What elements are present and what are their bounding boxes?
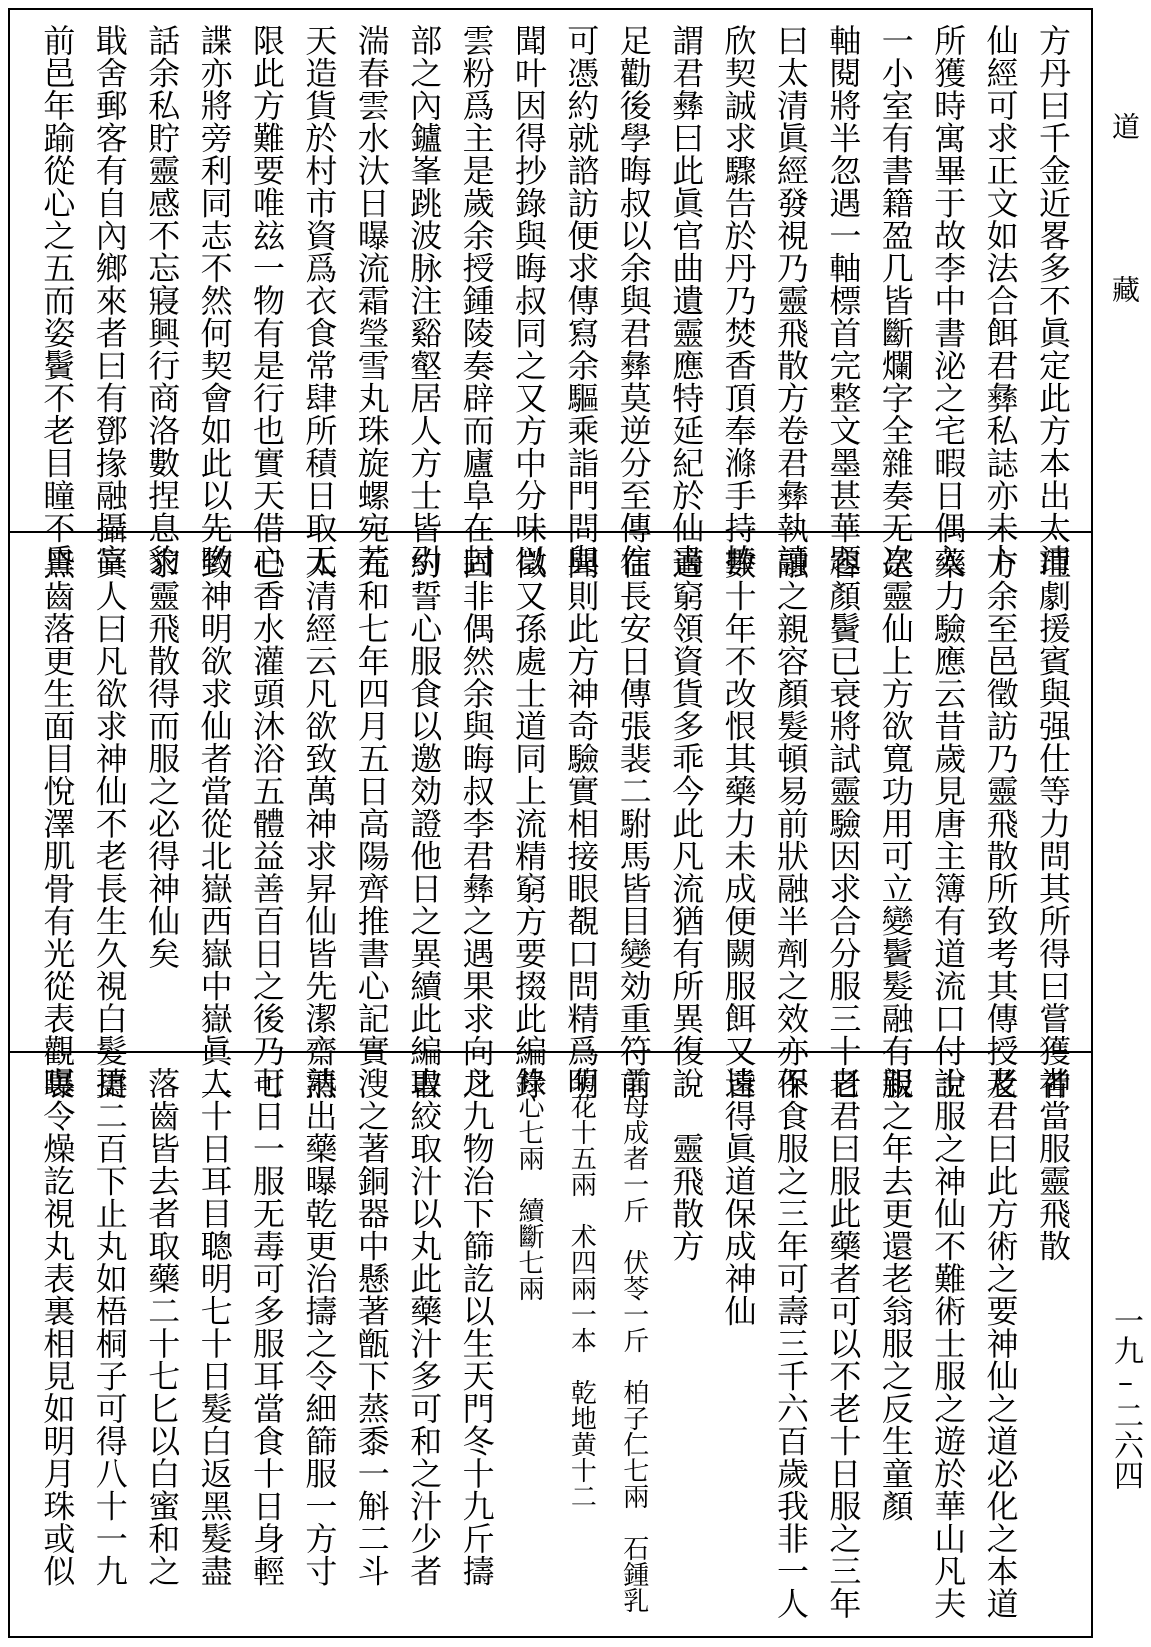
text-column: 不食服之三年可壽三千六百歲我非一人: [772, 1067, 810, 1620]
text-column: 菊花十五兩 术四兩一本 乾地黄十二: [566, 1067, 597, 1509]
text-column: 限此方難要唯玆一物有是行也實天借心: [248, 24, 286, 577]
text-column: 聞則此方神奇驗實相接眼覩口問精爲明: [562, 547, 601, 1100]
text-column: 徵又孫處士道同上流精窮方要掇此編錄: [510, 547, 548, 1100]
text-column: 欣契誠求驟告於丹乃焚香頂奉滌手持捧: [719, 24, 758, 577]
text-column: 前邑年踰從心之五而姿鬢不老目瞳不昏: [38, 24, 77, 577]
text-column: 求靈飛散得而服之必得神仙矣: [143, 547, 182, 970]
text-column: 擣二百下止丸如梧桐子可得八十一九: [90, 1067, 129, 1587]
margin-label-bottom: 藏: [1108, 275, 1141, 303]
text-column: 老君曰服此藥者可以不老十日服之三年: [824, 1067, 863, 1620]
text-column: 溲之著銅器中懸著甑下蒸黍一斛二斗: [352, 1067, 391, 1587]
text-column: 皆得眞道保成神仙: [719, 1067, 758, 1327]
text-column: 已香水灌頭沐浴五體益善百日之後乃可: [248, 547, 286, 1100]
text-column: 軸閱將半忽遇一軸標首完整文墨甚華題: [824, 24, 863, 577]
text-column: 可憑約就諮訪便求傳寫余驅乘詣門問與: [562, 24, 601, 577]
text-column: 致神明欲求仙者當從北嶽西嶽中嶽眞人: [195, 547, 234, 1100]
text-column: 老君曰此方術之要神仙之道必化之本道: [981, 1067, 1020, 1620]
text-column: 方丹曰千金近畧多不眞定此方本出太清: [1034, 24, 1072, 577]
text-column: 所獲時寓畢于故李中書泌之宅暇日偶入: [929, 24, 968, 577]
text-column: 元和七年四月五日高陽齊推書心記實: [352, 547, 391, 1067]
text-column: 七日一服无毒可多服耳當食十日身輕: [248, 1067, 286, 1587]
text-column: 足勸後學晦叔以余與君彝莫逆分至傳信: [614, 24, 653, 577]
text-column: 熟出藥曝乾更治擣之令細篩服一方寸: [300, 1067, 339, 1587]
text-column: 數十年不改恨其藥力未成便闕服餌又遠: [719, 547, 758, 1100]
text-column: 容顏鬢已衰將試靈驗因求合分服三十日: [824, 547, 863, 1100]
text-column: 取絞取汁以丸此藥汁多可和之汁少者: [405, 1067, 444, 1587]
text-register-2: [10, 531, 1091, 1100]
text-column: 曝令燥訖視丸表裏相見如明月珠或似: [38, 1067, 77, 1587]
text-column: 太清經云凡欲致萬神求昇仙皆先潔齋清: [300, 547, 339, 1100]
text-column: 藥力驗應云昔歲見唐主簿有道流口付說: [929, 547, 968, 1100]
text-column: 雲母成者一斤 伏苓一斤 柏子仁七兩 石鍾乳: [618, 1067, 649, 1613]
text-column: 聞叶因得抄錄與晦叔同之又方中分味以: [510, 24, 548, 577]
page-number: 一九–二六四: [1108, 1305, 1143, 1490]
text-column: 服之年去更還老翁服之反生童顏: [876, 1067, 915, 1522]
text-register-3: [10, 1051, 1091, 1638]
text-column: 凡九物治下篩訖以生天門冬十九斤擣: [457, 1067, 496, 1587]
text-column: 在長安日傳張裴二駙馬皆目變効重符前: [614, 547, 653, 1100]
text-column: 部之內鑪峯跳波脉注谿壑居人方士皆引: [405, 24, 444, 577]
text-column: 雲粉爲主是歲余授鍾陵奏辟而廬阜在封: [457, 24, 496, 577]
text-column: 桂心七兩 續斷七兩: [514, 1067, 544, 1301]
text-column: 適窮領資貨多乖今此凡流猶有所異復說: [667, 547, 706, 1100]
text-column: 落齒皆去者取藥二十七匕以白蜜和之: [143, 1067, 182, 1587]
text-column: 湍春雲水汏日曝流霜瑩雪丸珠旋螺宛若: [352, 24, 391, 577]
text-column: 黑齒落更生面目悅澤肌骨有光從表觀裏: [38, 547, 77, 1100]
text-column: 戢舍郵客有自內鄉來者曰有鄧掾融攝宰: [90, 24, 129, 577]
margin-label-top: 道: [1108, 112, 1141, 140]
text-register-1: [10, 10, 1091, 577]
text-column: 方余至邑徵訪乃靈飛散所致考其傳授及: [981, 547, 1020, 1100]
text-column: 靈飛散方: [667, 1067, 706, 1262]
text-column: 者當服靈飛散: [1034, 1067, 1072, 1262]
text-column: 話余私貯靈感不忘寢興行商洛數捏息豹: [143, 24, 182, 577]
text-column: 是靈仙上方欲寬功用可立變鬢髮融有親: [876, 547, 915, 1100]
text-column: 融之親容顏髮頓易前狀融半劑之效亦保: [772, 547, 810, 1100]
text-column: 理劇援賓與强仕等力問其所得曰嘗獲神: [1034, 547, 1072, 1100]
text-column: 諜亦將旁利同志不然何契會如此以先哟: [195, 24, 234, 577]
text-column: 約誓心服食以邀効證他日之異續此編書: [405, 547, 444, 1100]
text-column: 固非偶然余與晦叔李君彝之遇果求向之: [457, 547, 496, 1100]
text-column: 一小室有書籍盈几皆斷爛字全雜奏无次: [876, 24, 915, 577]
text-column: 仙經可求正文如法合餌君彝私誌亦未卜: [981, 24, 1020, 577]
text-column: 士服之神仙不難術士服之遊於華山凡夫: [929, 1067, 968, 1620]
page-frame: [8, 8, 1093, 1638]
text-column: 天造貨於村市資爲衣食常肆所積日取无: [300, 24, 339, 577]
text-column: 眞人曰凡欲求神仙不老長生久視白髮更: [90, 547, 129, 1100]
text-column: 曰太清眞經發視乃靈飛散方卷君彝執讀: [772, 24, 810, 577]
text-column: 謂君彝曰此眞官曲遺靈應特延紀於仙書: [667, 24, 706, 577]
text-column: 二十日耳目聰明七十日髮白返黑髮盡: [195, 1067, 234, 1587]
